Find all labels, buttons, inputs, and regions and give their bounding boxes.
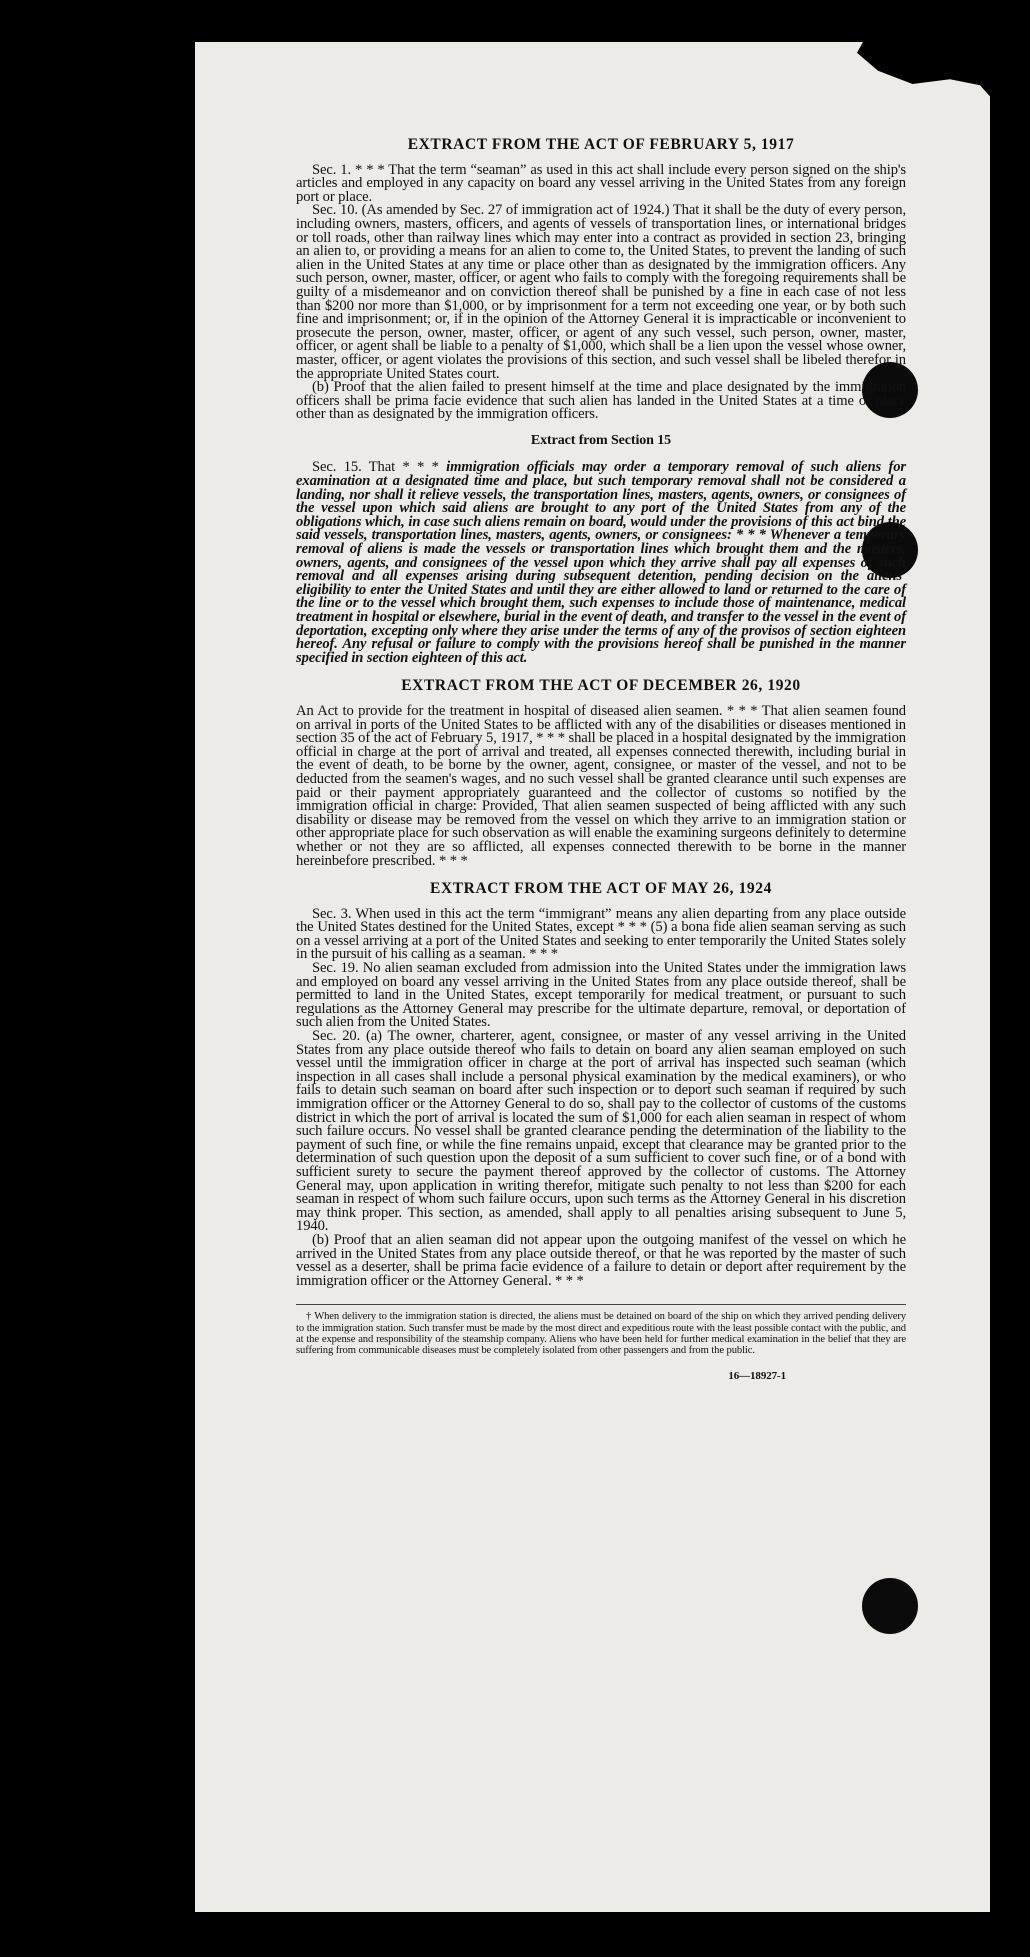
paragraph-1924-sec20b: (b) Proof that an alien seaman did not appear upon the outgoing manifest of the vessel on which he arrived in the United States from any place outside thereof, or that he was reported by the master of such vessel as a deserter, shall be prima facie evidence of a failure to detain or deport after requirement by the immigration officer or the Attorney General. * * *	[296, 1231, 906, 1289]
punch-hole-3	[862, 1578, 918, 1634]
heading-act-1920: EXTRACT FROM THE ACT OF DECEMBER 26, 1920	[401, 677, 801, 695]
document-text	[296, 132, 906, 1384]
paragraph-1924-sec3: Sec. 3. When used in this act the term “immigrant” means any alien departing from any place outside the United States destined for the United States, except * * * (5) a bona fide alien seaman serving as such on a vessel arriving at a port of the United States and seeking to enter temporarily the United States solely in the pursuit of his calling as a seaman. * * *	[296, 905, 906, 963]
paragraph-1924-sec20a: Sec. 20. (a) The owner, charterer, agent, consignee, or master of any vessel arriving in the United States from any place outside thereof who fails to detain on board any alien seaman employed on such vessel until the immigration officer in charge at the port of arrival has inspected such seaman (which inspection in all cases shall include a personal physical examination by the medical examiners), or who fails to detain such seaman on board after such inspection or to deport such seaman if required by such immigration officer or the Attorney General to do so, shall pay to the collector of customs of the customs district in which the port of arrival is located the sum of $1,000 for each alien seaman in respect of whom such failure occurs. No vessel shall be granted clearance pending the determination of the liability to the payment of such fine, or while the fine remains unpaid, except that clearance may be granted prior to the determination of such question upon the deposit of a sum sufficient to cover such fine, or of a bond with sufficient surety to secure the payment thereof approved by the collector of customs. The Attorney General may, upon application in writing therefor, mitigate such penalty to not less than $200 for each seaman in respect of whom such failure occurs, upon such terms as the Attorney General in his discretion may think proper. This section, as amended, shall apply to all penalties arising subsequent to June 5, 1940.	[296, 1028, 906, 1235]
paragraph-section-15	[296, 461, 906, 665]
footnote	[296, 1304, 906, 1356]
paragraph-1917-sec1: Sec. 1. * * * That the term “seaman” as used in this act shall include every person signed on the ship's articles and employed in any capacity on board any vessel arriving in the United States from any foreign port or place.	[296, 161, 906, 205]
paragraph-1917-b: (b) Proof that the alien failed to present himself at the time and place designated by the immigration officers shall be prima facie evidence that such alien has landed in the United States at a time or place other than as designated by the immigration officers.	[296, 379, 906, 423]
section-15-lead: Sec. 15. That * * *	[312, 459, 439, 476]
footnote-text: † When delivery to the immigration station is directed, the aliens must be detained on board of the ship on which they arrived pending delivery to the immigration station. Such transfer must be made by the most direct and expeditious route with the least possible contact with the public, and at the expense and responsibility of the steamship company. Aliens who have been held for further medical examination in the belief that they are suffering from communicable diseases must be completely isolated from other passengers and from the public.	[296, 1311, 906, 1356]
document-number: 16—18927-1	[728, 1370, 786, 1383]
heading-act-1917: EXTRACT FROM THE ACT OF FEBRUARY 5, 1917	[407, 136, 795, 153]
paragraph-1920: An Act to provide for the treatment in hospital of diseased alien seamen. * * * That alien seamen found on arrival in ports of the United States to be afflicted with any of the disabilities or diseases mentioned in section 35 of the act of February 5, 1917, * * * shall be placed in a hospital designated by the immigration official in charge at the port of arrival and treated, all expenses connected therewith, including burial in the event of death, to be borne by the owner, agent, consignee, or master of the vessel, and not to be deducted from the seamen's wages, and no such vessel shall be granted clearance until such expenses are paid or their payment appropriately guaranteed and the collector of customs so notified by the immigration official in charge: Provided, That alien seamen suspected of being afflicted with any such disability or disease may be removed from the vessel on which they arrive to an immigration station or other appropriate place for such observation as will enable the examining surgeons definitely to determine whether or not they are so afflicted, all expenses connected therewith to be borne in the manner hereinbefore prescribed. * * *	[296, 702, 906, 869]
paragraph-1924-sec19: Sec. 19. No alien seaman excluded from admission into the United States under the immigration laws and employed on board any vessel arriving in the United States from any place outside thereof, shall be permitted to land in the United States, except temporarily for medical treatment, or pursuant to such regulations as the Attorney General may prescribe for the ultimate departure, removal, or deportation of such alien from the United States.	[296, 960, 906, 1031]
section-15-body: immigration officials may order a temporary removal of such aliens for examination at a designated time and place, but such temporary removal shall not be considered a landing, nor shall it relieve vessels, the transportation lines, masters, agents, owners, or consignees of the vessel upon which said aliens are brought to any port of the United States from any of the obligations which, in case such aliens remain on board, would under the provisions of this act bind the said vessels, transportation lines, masters, agents, owners, or consignees: * * * Whenever a temporary removal of aliens is made the vessels or transportation lines which brought them and the masters, owners, agents, and consignees of the vessel upon which they arrive shall pay all expenses of such removal and all expenses arising during subsequent detention, pending decision on the aliens' eligibility to enter the United States and until they are either allowed to land or returned to the care of the line or to the vessel which brought them, such expenses to include those of maintenance, medical treatment in hospital or elsewhere, burial in the event of death, and transfer to the vessel in the event of deportation, excepting only where they arise under the terms of any of the provisos of section eighteen hereof. Any refusal or failure to comply with the provisions hereof shall be punished in the manner specified in section eighteen of this act.	[296, 459, 906, 666]
paragraph-1917-sec10: Sec. 10. (As amended by Sec. 27 of immigration act of 1924.) That it shall be the duty of every person, including owners, masters, officers, and agents of vessels of transportation lines, or international bridges or toll roads, other than railway lines which may enter into a contract as provided in section 23, bringing an alien to, or providing a means for an alien to come to, the United States, to prevent the landing of such alien in the United States at any time or place other than as designated by the immigration officers. Any such person, owner, master, officer, or agent who fails to comply with the foregoing requirements shall be guilty of a misdemeanor and on conviction thereof shall be punished by a fine in each case of not less than $200 nor more than $1,000, or by imprisonment for a term not exceeding one year, or by both such fine and imprisonment; or, if in the opinion of the Attorney General it is impracticable or inconvenient to prosecute the person, owner, master, officer, or agent of any such vessel, such person, owner, master, officer, or agent shall be liable to a penalty of $1,000, which shall be a lien upon the vessel whose owner, master, officer, or agent violates the provisions of this section, and such vessel shall be libeled therefor in the appropriate United States court.	[296, 202, 906, 382]
heading-section-15: Extract from Section 15	[530, 432, 672, 448]
heading-act-1924: EXTRACT FROM THE ACT OF MAY 26, 1924	[430, 880, 772, 898]
